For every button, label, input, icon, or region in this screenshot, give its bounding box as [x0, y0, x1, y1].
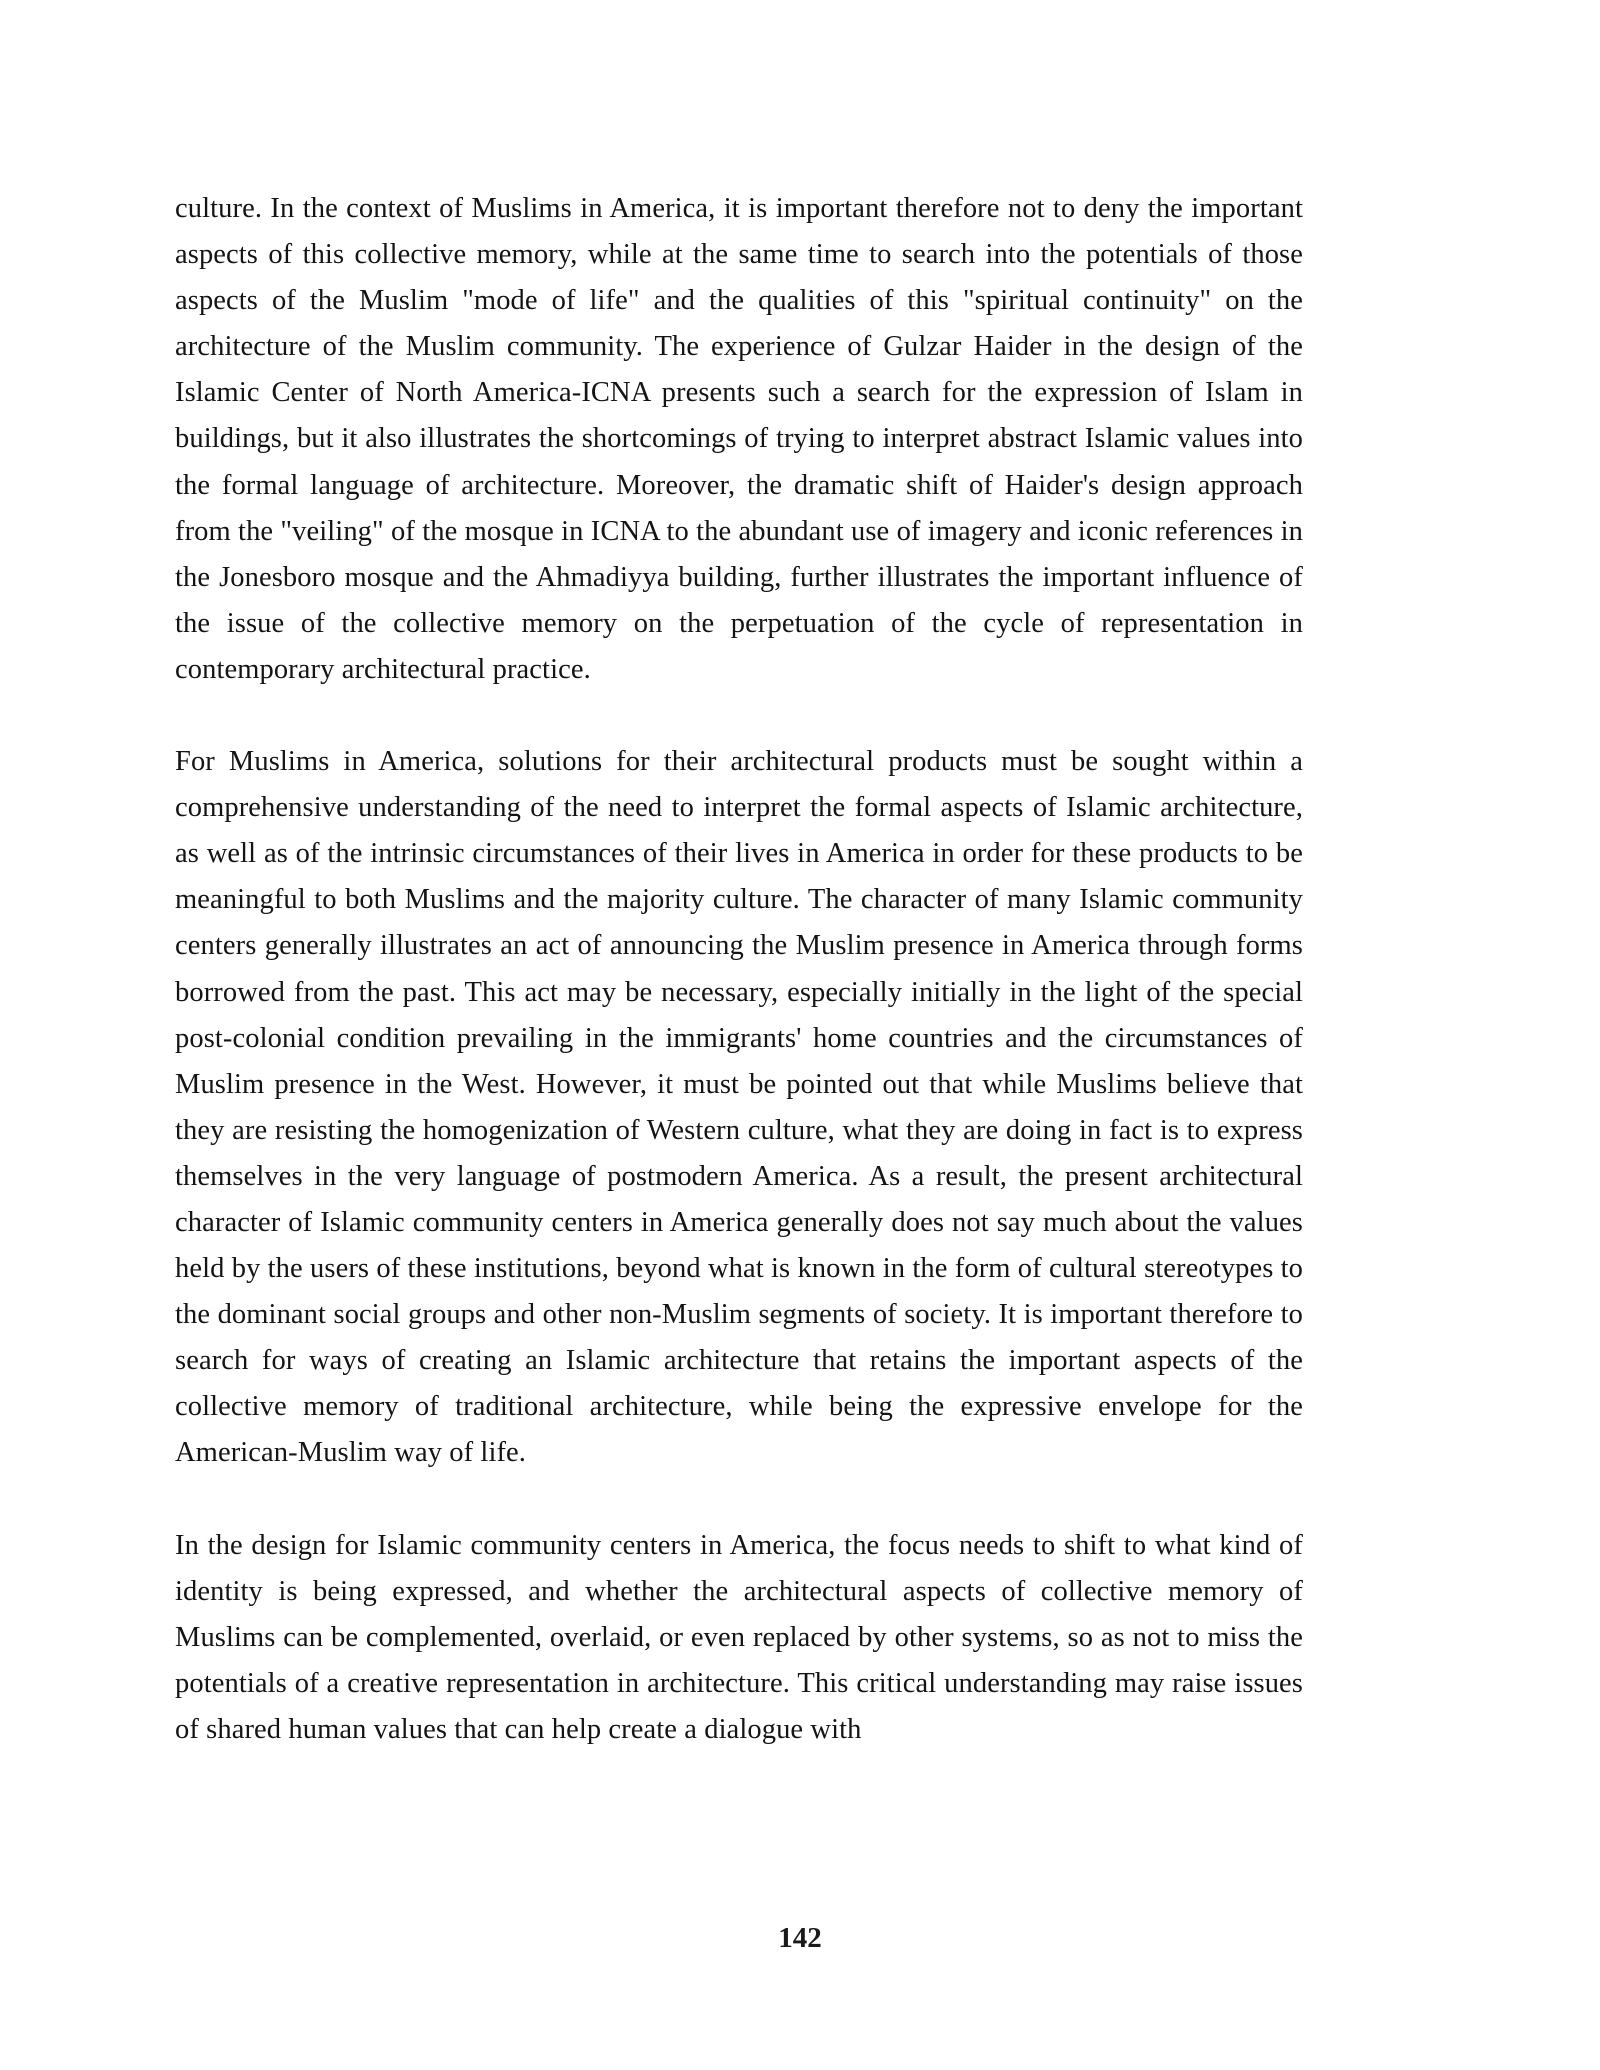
paragraph-1: culture. In the context of Muslims in America, it is important therefore not to deny the important aspects of this collective memory, while at the same time to search into the potentials of those aspects of the Muslim "mode of life" and the qualities of this "spiritual continuity" on the architecture of the Muslim community. The experience of Gulzar Haider in the design of the Islamic Center of North America-ICNA presents such a search for the expression of Islam in buildings, but it also illustrates the shortcomings of trying to interpret abstract Islamic values into the formal language of architecture. Moreover, the dramatic shift of Haider's design approach from the "veiling" of the mosque in ICNA to the abundant use of imagery and iconic references in the Jonesboro mosque and the Ahmadiyya building, further illustrates the important influence of the issue of the collective memory on the perpetuation of the cycle of representation in contemporary architectural practice. — [175, 193, 1303, 685]
paragraph-2: For Muslims in America, solutions for their architectural products must be sought within a comprehensive understanding of the need to interpret the formal aspects of Islamic architecture, as well as of the intrinsic circumstances of their lives in America in order for these products to be meaningful to both Muslims and the majority culture. The character of many Islamic community centers generally illustrates an act of announcing the Muslim presence in America through forms borrowed from the past. This act may be necessary, especially initially in the light of the special post-colonial condition prevailing in the immigrants' home countries and the circumstances of Muslim presence in the West. However, it must be pointed out that while Muslims believe that they are resisting the homogenization of Western culture, what they are doing in fact is to express themselves in the very language of postmodern America. As a result, the present architectural character of Islamic community centers in America generally does not say much about the values held by the users of these institutions, beyond what is known in the form of cultural stereotypes to the dominant social groups and other non-Muslim segments of society. It is important therefore to search for ways of creating an Islamic architecture that retains the important aspects of the collective memory of traditional architecture, while being the expressive envelope for the American-Muslim way of life. — [175, 746, 1303, 1469]
page-number: 142 — [778, 1922, 822, 1954]
paragraph-3: In the design for Islamic community centers in America, the focus needs to shift to what kind of identity is being expressed, and whether the architectural aspects of collective memory of Muslims can be complemented, overlaid, or even replaced by other systems, so as not to miss the potentials of a creative representation in architecture. This critical understanding may raise issues of shared human values that can help create a dialogue with — [175, 1529, 1303, 1745]
body-text — [175, 186, 1303, 1753]
